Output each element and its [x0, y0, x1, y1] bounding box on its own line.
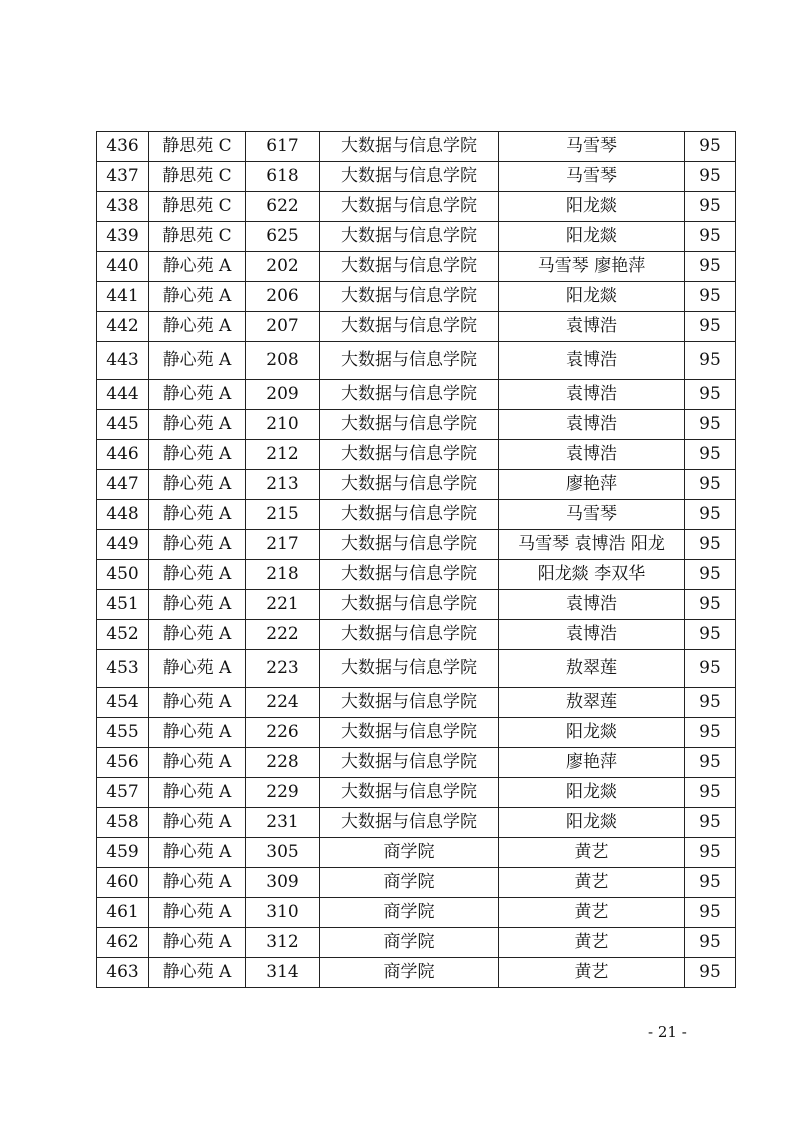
building-cell: 静心苑 A — [149, 688, 246, 718]
room-cell: 210 — [246, 410, 320, 440]
table-row — [97, 958, 736, 988]
college-cell: 大数据与信息学院 — [320, 778, 499, 808]
table-row — [97, 718, 736, 748]
table-row — [97, 620, 736, 650]
table-row — [97, 898, 736, 928]
building-cell: 静心苑 A — [149, 312, 246, 342]
instructor-cell: 廖艳萍 — [499, 748, 685, 778]
table-row — [97, 650, 736, 688]
score-cell: 95 — [685, 928, 736, 958]
table-row — [97, 688, 736, 718]
building-cell: 静心苑 A — [149, 650, 246, 688]
college-cell: 大数据与信息学院 — [320, 688, 499, 718]
room-cell: 226 — [246, 718, 320, 748]
instructor-cell: 马雪琴 — [499, 500, 685, 530]
score-cell: 95 — [685, 470, 736, 500]
row-number: 460 — [97, 868, 149, 898]
college-cell: 大数据与信息学院 — [320, 620, 499, 650]
table-row — [97, 380, 736, 410]
row-number: 444 — [97, 380, 149, 410]
room-cell: 312 — [246, 928, 320, 958]
instructor-cell: 阳龙燚 — [499, 718, 685, 748]
instructor-cell: 袁博浩 — [499, 440, 685, 470]
college-cell: 大数据与信息学院 — [320, 192, 499, 222]
score-cell: 95 — [685, 312, 736, 342]
instructor-cell: 袁博浩 — [499, 380, 685, 410]
room-cell: 222 — [246, 620, 320, 650]
room-cell: 622 — [246, 192, 320, 222]
score-cell: 95 — [685, 282, 736, 312]
table-row — [97, 868, 736, 898]
row-number: 459 — [97, 838, 149, 868]
room-cell: 209 — [246, 380, 320, 410]
room-cell: 625 — [246, 222, 320, 252]
building-cell: 静心苑 A — [149, 620, 246, 650]
row-number: 448 — [97, 500, 149, 530]
instructor-cell: 袁博浩 — [499, 342, 685, 380]
room-cell: 208 — [246, 342, 320, 380]
instructor-cell: 阳龙燚 — [499, 192, 685, 222]
building-cell: 静思苑 C — [149, 192, 246, 222]
room-cell: 617 — [246, 132, 320, 162]
score-cell: 95 — [685, 380, 736, 410]
score-cell: 95 — [685, 718, 736, 748]
table-row — [97, 132, 736, 162]
college-cell: 大数据与信息学院 — [320, 162, 499, 192]
instructor-cell: 黄艺 — [499, 928, 685, 958]
instructor-cell: 马雪琴 — [499, 162, 685, 192]
table-row — [97, 808, 736, 838]
score-cell: 95 — [685, 560, 736, 590]
row-number: 447 — [97, 470, 149, 500]
row-number: 455 — [97, 718, 149, 748]
building-cell: 静心苑 A — [149, 778, 246, 808]
row-number: 450 — [97, 560, 149, 590]
row-number: 442 — [97, 312, 149, 342]
instructor-cell: 黄艺 — [499, 838, 685, 868]
score-cell: 95 — [685, 838, 736, 868]
building-cell: 静心苑 A — [149, 530, 246, 560]
score-cell: 95 — [685, 778, 736, 808]
room-cell: 215 — [246, 500, 320, 530]
room-cell: 221 — [246, 590, 320, 620]
instructor-cell: 袁博浩 — [499, 590, 685, 620]
college-cell: 大数据与信息学院 — [320, 312, 499, 342]
instructor-cell: 袁博浩 — [499, 312, 685, 342]
building-cell: 静思苑 C — [149, 162, 246, 192]
row-number: 443 — [97, 342, 149, 380]
room-cell: 206 — [246, 282, 320, 312]
instructor-cell: 廖艳萍 — [499, 470, 685, 500]
score-cell: 95 — [685, 162, 736, 192]
score-cell: 95 — [685, 958, 736, 988]
score-cell: 95 — [685, 748, 736, 778]
row-number: 446 — [97, 440, 149, 470]
table-row — [97, 748, 736, 778]
instructor-cell: 敖翠莲 — [499, 688, 685, 718]
building-cell: 静心苑 A — [149, 560, 246, 590]
score-cell: 95 — [685, 192, 736, 222]
instructor-cell: 马雪琴 廖艳萍 — [499, 252, 685, 282]
college-cell: 大数据与信息学院 — [320, 380, 499, 410]
score-cell: 95 — [685, 868, 736, 898]
instructor-cell: 黄艺 — [499, 958, 685, 988]
room-cell: 309 — [246, 868, 320, 898]
room-cell: 229 — [246, 778, 320, 808]
table-row — [97, 500, 736, 530]
instructor-cell: 黄艺 — [499, 898, 685, 928]
building-cell: 静心苑 A — [149, 838, 246, 868]
row-number: 445 — [97, 410, 149, 440]
score-cell: 95 — [685, 252, 736, 282]
row-number: 440 — [97, 252, 149, 282]
instructor-cell: 阳龙燚 — [499, 808, 685, 838]
dormitory-score-table-container — [96, 131, 732, 988]
table-row — [97, 282, 736, 312]
table-row — [97, 440, 736, 470]
college-cell: 大数据与信息学院 — [320, 222, 499, 252]
row-number: 456 — [97, 748, 149, 778]
row-number: 451 — [97, 590, 149, 620]
room-cell: 213 — [246, 470, 320, 500]
table-row — [97, 778, 736, 808]
college-cell: 大数据与信息学院 — [320, 282, 499, 312]
dormitory-score-table — [96, 131, 736, 988]
college-cell: 大数据与信息学院 — [320, 650, 499, 688]
room-cell: 217 — [246, 530, 320, 560]
score-cell: 95 — [685, 808, 736, 838]
score-cell: 95 — [685, 590, 736, 620]
college-cell: 大数据与信息学院 — [320, 500, 499, 530]
building-cell: 静心苑 A — [149, 590, 246, 620]
table-row — [97, 560, 736, 590]
college-cell: 商学院 — [320, 958, 499, 988]
college-cell: 大数据与信息学院 — [320, 410, 499, 440]
instructor-cell: 袁博浩 — [499, 620, 685, 650]
room-cell: 212 — [246, 440, 320, 470]
score-cell: 95 — [685, 500, 736, 530]
score-cell: 95 — [685, 410, 736, 440]
score-cell: 95 — [685, 440, 736, 470]
score-cell: 95 — [685, 342, 736, 380]
room-cell: 310 — [246, 898, 320, 928]
college-cell: 商学院 — [320, 928, 499, 958]
building-cell: 静心苑 A — [149, 410, 246, 440]
room-cell: 314 — [246, 958, 320, 988]
building-cell: 静心苑 A — [149, 282, 246, 312]
row-number: 458 — [97, 808, 149, 838]
college-cell: 大数据与信息学院 — [320, 470, 499, 500]
building-cell: 静心苑 A — [149, 440, 246, 470]
instructor-cell: 黄艺 — [499, 868, 685, 898]
table-row — [97, 222, 736, 252]
row-number: 436 — [97, 132, 149, 162]
table-row — [97, 162, 736, 192]
row-number: 457 — [97, 778, 149, 808]
row-number: 454 — [97, 688, 149, 718]
college-cell: 大数据与信息学院 — [320, 590, 499, 620]
row-number: 462 — [97, 928, 149, 958]
row-number: 437 — [97, 162, 149, 192]
college-cell: 大数据与信息学院 — [320, 808, 499, 838]
college-cell: 大数据与信息学院 — [320, 530, 499, 560]
score-cell: 95 — [685, 530, 736, 560]
row-number: 441 — [97, 282, 149, 312]
table-body — [97, 132, 736, 988]
table-row — [97, 312, 736, 342]
college-cell: 商学院 — [320, 898, 499, 928]
table-row — [97, 590, 736, 620]
building-cell: 静心苑 A — [149, 958, 246, 988]
room-cell: 305 — [246, 838, 320, 868]
row-number: 453 — [97, 650, 149, 688]
table-row — [97, 838, 736, 868]
instructor-cell: 袁博浩 — [499, 410, 685, 440]
row-number: 461 — [97, 898, 149, 928]
table-row — [97, 530, 736, 560]
building-cell: 静心苑 A — [149, 500, 246, 530]
room-cell: 224 — [246, 688, 320, 718]
row-number: 438 — [97, 192, 149, 222]
building-cell: 静心苑 A — [149, 470, 246, 500]
table-row — [97, 342, 736, 380]
row-number: 463 — [97, 958, 149, 988]
table-row — [97, 192, 736, 222]
building-cell: 静心苑 A — [149, 252, 246, 282]
building-cell: 静心苑 A — [149, 380, 246, 410]
building-cell: 静思苑 C — [149, 222, 246, 252]
building-cell: 静思苑 C — [149, 132, 246, 162]
row-number: 439 — [97, 222, 149, 252]
college-cell: 大数据与信息学院 — [320, 718, 499, 748]
building-cell: 静心苑 A — [149, 748, 246, 778]
college-cell: 大数据与信息学院 — [320, 342, 499, 380]
score-cell: 95 — [685, 688, 736, 718]
college-cell: 大数据与信息学院 — [320, 132, 499, 162]
building-cell: 静心苑 A — [149, 898, 246, 928]
row-number: 452 — [97, 620, 149, 650]
college-cell: 商学院 — [320, 838, 499, 868]
room-cell: 202 — [246, 252, 320, 282]
table-row — [97, 410, 736, 440]
instructor-cell: 阳龙燚 — [499, 282, 685, 312]
building-cell: 静心苑 A — [149, 342, 246, 380]
score-cell: 95 — [685, 898, 736, 928]
score-cell: 95 — [685, 650, 736, 688]
building-cell: 静心苑 A — [149, 718, 246, 748]
room-cell: 223 — [246, 650, 320, 688]
room-cell: 207 — [246, 312, 320, 342]
college-cell: 大数据与信息学院 — [320, 440, 499, 470]
score-cell: 95 — [685, 620, 736, 650]
score-cell: 95 — [685, 222, 736, 252]
room-cell: 618 — [246, 162, 320, 192]
college-cell: 大数据与信息学院 — [320, 560, 499, 590]
page-number: - 21 - — [648, 1023, 687, 1041]
table-row — [97, 252, 736, 282]
score-cell: 95 — [685, 132, 736, 162]
table-row — [97, 470, 736, 500]
building-cell: 静心苑 A — [149, 928, 246, 958]
college-cell: 大数据与信息学院 — [320, 252, 499, 282]
building-cell: 静心苑 A — [149, 808, 246, 838]
room-cell: 218 — [246, 560, 320, 590]
instructor-cell: 阳龙燚 — [499, 222, 685, 252]
instructor-cell: 马雪琴 袁博浩 阳龙 — [499, 530, 685, 560]
instructor-cell: 阳龙燚 李双华 — [499, 560, 685, 590]
college-cell: 商学院 — [320, 868, 499, 898]
table-row — [97, 928, 736, 958]
room-cell: 231 — [246, 808, 320, 838]
instructor-cell: 阳龙燚 — [499, 778, 685, 808]
instructor-cell: 马雪琴 — [499, 132, 685, 162]
college-cell: 大数据与信息学院 — [320, 748, 499, 778]
row-number: 449 — [97, 530, 149, 560]
room-cell: 228 — [246, 748, 320, 778]
building-cell: 静心苑 A — [149, 868, 246, 898]
instructor-cell: 敖翠莲 — [499, 650, 685, 688]
